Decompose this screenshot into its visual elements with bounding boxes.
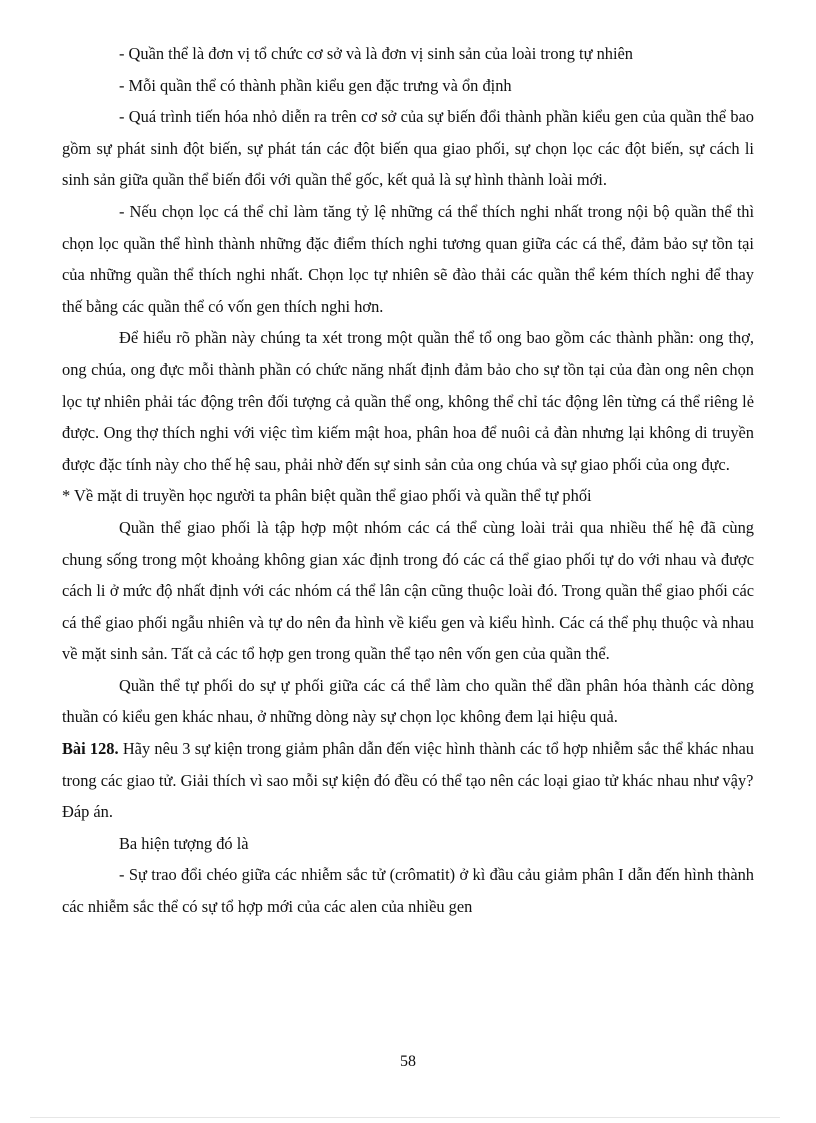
paragraph-6: Quần thể giao phối là tập hợp một nhóm các cá thể cùng loài trải qua nhiều thế hệ đã cùng chung sống trong một khoảng không gian xác định trong đó các cá thể giao phối tự do với nhau và được cách li ở mức độ nhất định với các nhóm cá thể lân cận cũng thuộc loài đó. Trong quần thể giao phối các cá thể giao phối ngẫu nhiên và tự do nên đa hình về kiểu gen và kiểu hình. Các cá thể phụ thuộc và nhau về mặt sinh sản. Tất cả các tổ hợp gen trong quần thể tạo nên vốn gen của quần thể. xyxy=(62,517,754,664)
body-text xyxy=(62,38,754,923)
question-paragraph xyxy=(62,733,754,796)
paragraph-3: - Quá trình tiến hóa nhỏ diễn ra trên cơ sở của sự biến đổi thành phần kiểu gen của quần thể bao gồm sự phát sinh đột biến, sự phát tán các đột biến qua giao phối, sự chọn lọc các đột biến, sự cách li sinh sản giữa quần thể biến đổi với quần thể gốc, kết quả là sự hình thành loài mới. xyxy=(62,107,754,190)
paragraph-2: - Mỗi quần thể có thành phần kiểu gen đặc trưng và ổn định xyxy=(119,75,512,95)
paragraph-4: - Nếu chọn lọc cá thể chỉ làm tăng tỷ lệ những cá thể thích nghi nhất trong nội bộ quần thể thì chọn lọc quần thể hình thành những đặc điểm thích nghi tương quan giữa các cá thể, đảm bảo sự tồn tại của những quần thể thích nghi nhất. Chọn lọc tự nhiên sẽ đào thải các quần thể kém thích nghi để thay thế bằng các quần thể có vốn gen thích nghi hơn. xyxy=(62,201,754,316)
bottom-divider xyxy=(30,1117,780,1118)
answer-paragraph-1: Ba hiện tượng đó là xyxy=(119,833,249,853)
paragraph-1: - Quần thể là đơn vị tổ chức cơ sở và là đơn vị sinh sản của loài trong tự nhiên xyxy=(119,44,633,63)
paragraph-5: Để hiểu rõ phần này chúng ta xét trong một quần thể tổ ong bao gồm các thành phần: ong thợ, ong chúa, ong đực mỗi thành phần có chức năng nhất định đảm bảo cho sự tồn tại của đàn ong nên chọn lọc tự nhiên phải tác động trên đối tượng cả quần thể ong, không thể chỉ tác động lên từng cá thể riêng lẻ được. Ong thợ thích nghi với việc tìm kiếm mật hoa, phân hoa để nuôi cả đàn nhưng lại không di truyền được đặc tính này cho thế hệ sau, phải nhờ đến sự sinh sản của ong chúa và sự giao phối của ong đực. xyxy=(62,328,754,474)
section-note: * Về mặt di truyền học người ta phân biệt quần thể giao phối và quần thể tự phối xyxy=(62,486,592,506)
page-number: 58 xyxy=(400,1053,416,1070)
question-text: Hãy nêu 3 sự kiện trong giảm phân dẫn đến việc hình thành các tổ hợp nhiễm sắc thể khác nhau trong các giao tử. Giải thích vì sao mỗi sự kiện đó đều có thể tạo nên các loại giao tử khác nhau như vậy? xyxy=(62,739,754,790)
question-label: Bài 128. xyxy=(62,739,119,759)
answer-label: Đáp án. xyxy=(62,802,113,822)
answer-paragraph-2: - Sự trao đổi chéo giữa các nhiễm sắc tử (crômatit) ở kì đầu cảu giảm phân I dẫn đến hình thành các nhiễm sắc thể có sự tổ hợp mới của các alen của nhiều gen xyxy=(62,865,754,917)
paragraph-7: Quần thể tự phối do sự ự phối giữa các cá thể làm cho quần thể dần phân hóa thành các dòng thuần có kiểu gen khác nhau, ở những dòng này sự chọn lọc không đem lại hiệu quả. xyxy=(62,675,754,727)
